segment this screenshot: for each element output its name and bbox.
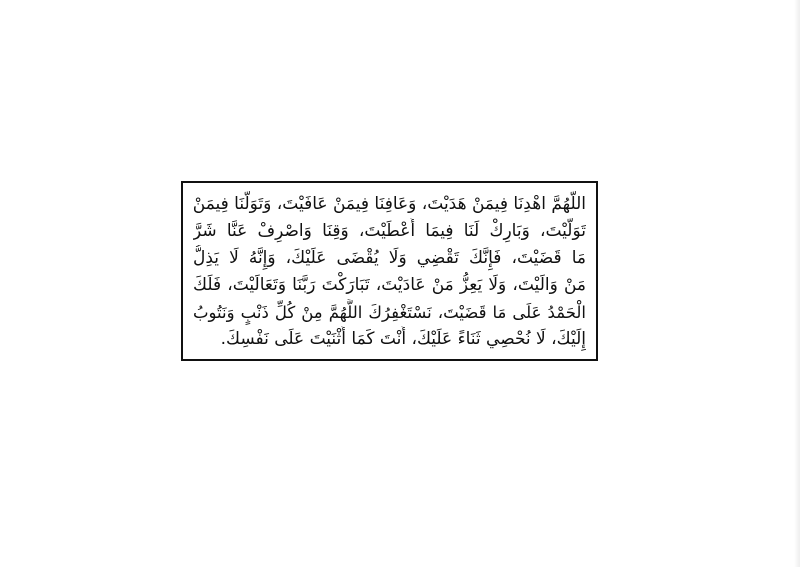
text-frame [181, 181, 598, 361]
prayer-line: مَنْ وَالَيْتَ، وَلَا يَعِزُّ مَنْ عَادَيْتَ، تَبَارَكْتَ رَبَّنَا وَتَعَالَيْتَ، فَلَكَ [193, 275, 586, 295]
prayer-line: الْحَمْدُ عَلَى مَا قَضَيْتَ، نَسْتَغْفِرُكَ اللَّهُمَّ مِنْ كُلِّ ذَنْبٍ وَنَتُوبُ [193, 303, 586, 322]
page-edge-shadow [794, 0, 800, 567]
prayer-text [193, 191, 586, 353]
prayer-line: اللَّهُمَّ اهْدِنَا فِيمَنْ هَدَيْتَ، وَعَافِنَا فِيمَنْ عَافَيْتَ، وَتَوَلَّنَا فِيمَنْ [193, 194, 586, 214]
prayer-line: مَا قَضَيْتَ، فَإِنَّكَ تَقْضِي وَلَا يُقْضَى عَلَيْكَ، وَإِنَّهُ لَا يَذِلُّ [193, 248, 586, 268]
prayer-line: إِلَيْكَ، لَا نُحْصِي ثَنَاءً عَلَيْكَ، أَنْتَ كَمَا أَثْنَيْتَ عَلَى نَفْسِكَ. [220, 329, 586, 349]
prayer-line: تَوَلَّيْتَ، وَبَارِكْ لَنَا فِيمَا أَعْطَيْتَ، وَقِنَا وَاصْرِفْ عَنَّا شَرَّ [193, 221, 586, 241]
